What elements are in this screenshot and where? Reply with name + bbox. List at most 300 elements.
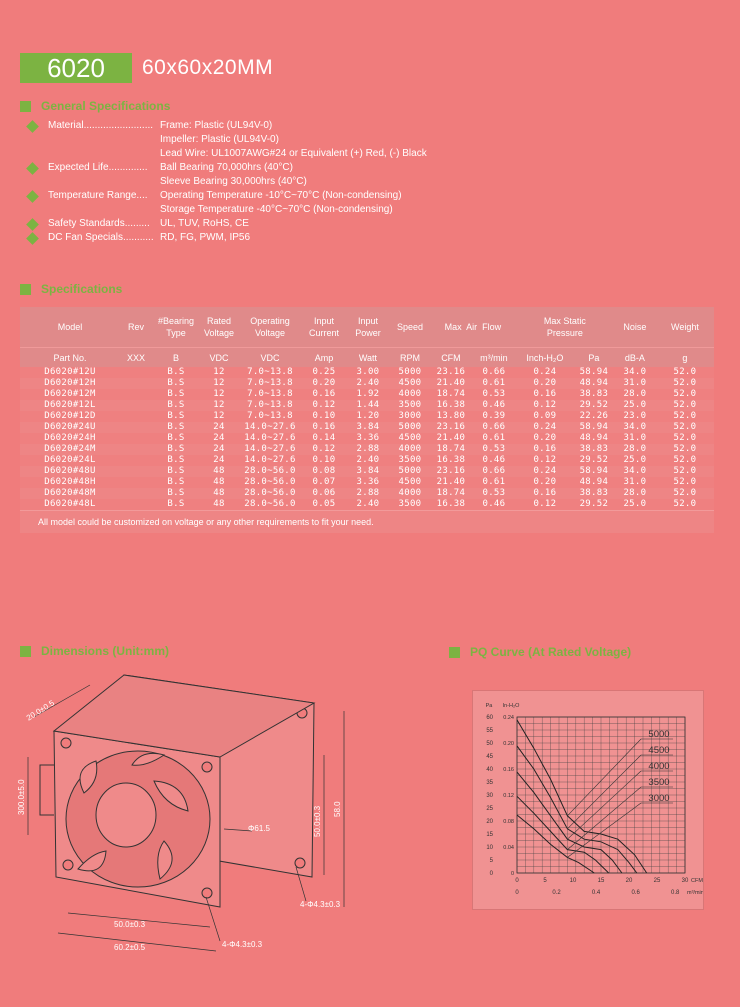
table-cell: 4500 [398, 378, 422, 388]
table-cell [120, 499, 152, 510]
table-cell: 22.26 [579, 411, 609, 421]
table-cell: 29.52 [579, 400, 609, 410]
table-cell: 16.38 [436, 499, 466, 509]
table-cell: B.S [167, 477, 185, 487]
table-cell: 3000 [398, 411, 422, 421]
table-cell: 25.0 [623, 499, 647, 509]
table-cell: 0.20 [312, 378, 336, 388]
table-cell: 0.09 [533, 411, 557, 421]
general-spec-value: Sleeve Bearing 30,000hrs (40°C) [160, 176, 307, 187]
y-tick-pa: 30 [486, 793, 493, 799]
table-cell: 0.24 [533, 466, 557, 476]
table-cell: 7.0~13.8 [247, 400, 293, 410]
table-cell: 3.36 [356, 433, 380, 443]
table-cell: 52.0 [673, 422, 697, 432]
dim-label-width: 60.2±0.5 [114, 943, 146, 952]
table-cell: 24 [213, 422, 225, 432]
mount-hole [61, 738, 71, 748]
table-cell: D6020#24M [44, 444, 96, 454]
y-tick-pa: 20 [486, 819, 493, 825]
table-cell: 24 [213, 433, 225, 443]
general-spec-row [24, 231, 584, 245]
table-cell: 52.0 [673, 411, 697, 421]
table-cell: 48 [213, 488, 225, 498]
y-tick-pa: 0 [489, 871, 493, 877]
table-cell: B.S [167, 367, 185, 377]
table-cell: 28.0~56.0 [244, 499, 296, 509]
legend-leader [567, 755, 641, 829]
table-cell: 52.0 [673, 367, 697, 377]
table-cell: 3.84 [356, 466, 380, 476]
table-cell: D6020#12U [44, 367, 96, 377]
table-cell: 4500 [398, 433, 422, 443]
y-tick-pa: 5 [489, 858, 493, 864]
table-row [20, 488, 714, 499]
col-model: Model [20, 307, 120, 348]
pq-chart-box [472, 690, 704, 910]
lead-wire [40, 765, 54, 815]
table-cell: 14.0~27.6 [244, 444, 296, 454]
y-tick-pa: 10 [486, 845, 493, 851]
general-spec-label: DC Fan Specials........... [48, 232, 154, 243]
general-spec-values [160, 119, 427, 161]
diamond-bullet-icon [26, 120, 39, 133]
table-cell: 31.0 [623, 378, 647, 388]
table-cell: 0.66 [482, 466, 506, 476]
table-cell: 2.88 [356, 444, 380, 454]
table-cell: 4000 [398, 389, 422, 399]
table-cell [120, 488, 152, 499]
dim-label-wire: 300.0±5.0 [17, 779, 26, 815]
table-cell [120, 367, 152, 378]
general-spec-value: Frame: Plastic (UL94V-0) [160, 120, 273, 131]
table-cell: 0.12 [533, 400, 557, 410]
table-cell: 0.24 [533, 422, 557, 432]
general-spec-row [24, 217, 584, 231]
table-cell: 0.66 [482, 367, 506, 377]
table-cell [120, 378, 152, 389]
table-cell: 7.0~13.8 [247, 411, 293, 421]
table-cell [120, 466, 152, 477]
table-cell: 3.84 [356, 422, 380, 432]
table-cell: 28.0 [623, 488, 647, 498]
diamond-bullet-icon [26, 190, 39, 203]
table-cell: 0.12 [312, 444, 336, 454]
col-pressure: Max Static Pressure [516, 307, 614, 348]
col-bearing: #Bearing Type [152, 307, 200, 348]
table-cell: 3500 [398, 400, 422, 410]
table-cell: 28.0~56.0 [244, 477, 296, 487]
table-cell: D6020#12L [44, 400, 96, 410]
legend-leader [567, 771, 641, 839]
x-tick-m3: 0 [515, 890, 519, 896]
pq-curve-3000 [517, 815, 594, 873]
table-cell: 0.66 [482, 422, 506, 432]
table-cell: 12 [213, 378, 225, 388]
table-cell: 24 [213, 444, 225, 454]
table-cell: B.S [167, 400, 185, 410]
mount-hole [63, 860, 73, 870]
table-row [20, 444, 714, 455]
table-cell: 0.14 [312, 433, 336, 443]
table-cell: 0.24 [533, 367, 557, 377]
table-cell: 0.07 [312, 477, 336, 487]
table-cell: 34.0 [623, 422, 647, 432]
table-cell: D6020#48M [44, 488, 96, 498]
table-cell: 18.74 [436, 389, 466, 399]
table-cell [120, 389, 152, 400]
x-axis-label-m3: m³/min [687, 890, 703, 896]
table-row [20, 378, 714, 389]
unit-cell: B [152, 348, 200, 368]
spec-table [20, 307, 714, 510]
table-cell: 23.16 [436, 367, 466, 377]
title-bar [20, 53, 273, 83]
general-spec-row [24, 161, 584, 189]
table-cell: 0.61 [482, 378, 506, 388]
legend-leader [567, 787, 641, 850]
table-cell: 4000 [398, 444, 422, 454]
table-cell: 28.0 [623, 389, 647, 399]
y-tick-inch: 0.08 [503, 819, 514, 825]
table-cell: 52.0 [673, 466, 697, 476]
y-tick-pa: 60 [486, 715, 493, 721]
table-cell: B.S [167, 499, 185, 509]
table-cell: 2.88 [356, 488, 380, 498]
legend-label-3500: 3500 [648, 777, 670, 788]
table-cell: D6020#24U [44, 422, 96, 432]
table-cell: 38.83 [579, 444, 609, 454]
unit-cell: Pa [574, 348, 614, 368]
table-cell: 5000 [398, 466, 422, 476]
table-row [20, 477, 714, 488]
table-cell: 4500 [398, 477, 422, 487]
model-number-badge: 6020 [20, 53, 132, 83]
diamond-bullet-icon [26, 218, 39, 231]
pq-curve-3500 [517, 796, 609, 873]
unit-cell: VDC [238, 348, 302, 368]
general-spec-values [160, 217, 249, 231]
dim-label-hole-v: 50.0±0.3 [313, 805, 322, 837]
table-cell: D6020#12D [44, 411, 96, 421]
y-tick-inch: 0.16 [503, 767, 514, 773]
table-cell: B.S [167, 433, 185, 443]
table-cell: 0.25 [312, 367, 336, 377]
col-speed: Speed [390, 307, 430, 348]
unit-cell: Part No. [20, 348, 120, 368]
general-spec-row [24, 189, 584, 217]
unit-cell: m³/min [472, 348, 516, 368]
table-cell: 0.05 [312, 499, 336, 509]
square-bullet-icon [20, 284, 31, 295]
table-cell: 48.94 [579, 433, 609, 443]
table-cell: 52.0 [673, 389, 697, 399]
table-row [20, 389, 714, 400]
table-cell: 21.40 [436, 433, 466, 443]
table-cell: 29.52 [579, 499, 609, 509]
y-tick-inch: 0.24 [503, 715, 514, 721]
x-tick-m3: 0.4 [591, 890, 601, 896]
x-tick-cfm: 5 [543, 878, 547, 884]
col-rated-voltage: Rated Voltage [200, 307, 238, 348]
col-airflow: Max Air Flow [430, 307, 516, 348]
spec-heading: Specifications [20, 282, 122, 296]
y-tick-pa: 40 [486, 767, 493, 773]
fan-hub [96, 783, 156, 847]
x-tick-m3: 0.8 [671, 890, 680, 896]
table-cell: 0.12 [533, 455, 557, 465]
table-cell: 31.0 [623, 477, 647, 487]
table-cell: 7.0~13.8 [247, 378, 293, 388]
square-bullet-icon [449, 647, 460, 658]
table-cell: 28.0~56.0 [244, 466, 296, 476]
dimensions-heading: Dimensions (Unit:mm) [20, 644, 169, 658]
table-row [20, 466, 714, 477]
x-axis-label-cfm: CFM [691, 878, 703, 884]
table-cell: 4000 [398, 488, 422, 498]
unit-cell: Inch-H₂O [516, 348, 574, 368]
table-cell: D6020#24H [44, 433, 96, 443]
pq-curve-4500 [517, 746, 637, 873]
table-cell: 0.16 [533, 444, 557, 454]
unit-cell: Watt [346, 348, 390, 368]
y-tick-pa: 50 [486, 741, 493, 747]
fan-dimension-drawing [14, 665, 354, 975]
customization-note: All model could be customized on voltage or any other requirements to fit your need. [20, 510, 714, 533]
table-cell: 0.39 [482, 411, 506, 421]
table-cell: 2.40 [356, 499, 380, 509]
table-cell: 0.53 [482, 444, 506, 454]
table-cell: 3500 [398, 455, 422, 465]
legend-label-5000: 5000 [648, 729, 670, 740]
pq-chart [473, 691, 703, 909]
x-tick-cfm: 25 [653, 878, 661, 884]
x-tick-cfm: 15 [597, 878, 605, 884]
y-tick-pa: 35 [486, 780, 493, 786]
mount-hole [295, 858, 305, 868]
table-cell: 12 [213, 400, 225, 410]
unit-cell: VDC [200, 348, 238, 368]
table-cell: 0.20 [533, 433, 557, 443]
dim-label-bore: Φ61.5 [248, 824, 270, 833]
general-spec-value: UL, TUV, RoHS, CE [160, 218, 249, 229]
table-cell: 52.0 [673, 455, 697, 465]
table-cell: 1.92 [356, 389, 380, 399]
table-cell: B.S [167, 466, 185, 476]
table-cell: 0.20 [533, 477, 557, 487]
mount-hole [202, 762, 212, 772]
table-cell: 21.40 [436, 477, 466, 487]
table-cell: 21.40 [436, 378, 466, 388]
table-cell: 12 [213, 411, 225, 421]
general-spec-label: Temperature Range.... [48, 190, 148, 201]
table-cell: 2.40 [356, 455, 380, 465]
table-cell: 0.16 [533, 389, 557, 399]
table-cell: 34.0 [623, 367, 647, 377]
table-cell: 14.0~27.6 [244, 422, 296, 432]
x-tick-cfm: 0 [515, 878, 519, 884]
table-cell: 0.53 [482, 488, 506, 498]
table-cell: 52.0 [673, 477, 697, 487]
general-spec-value: RD, FG, PWM, IP56 [160, 232, 251, 243]
diamond-bullet-icon [26, 162, 39, 175]
table-cell: 28.0~56.0 [244, 488, 296, 498]
mount-hole [202, 888, 212, 898]
col-noise: Noise [614, 307, 656, 348]
table-cell: 0.10 [312, 455, 336, 465]
table-cell: 16.38 [436, 455, 466, 465]
general-spec-heading: General Specifications [20, 99, 170, 113]
table-cell [120, 433, 152, 444]
col-weight: Weight [656, 307, 714, 348]
table-cell: 52.0 [673, 444, 697, 454]
table-cell: 3.00 [356, 367, 380, 377]
table-cell: B.S [167, 488, 185, 498]
unit-cell: g [656, 348, 714, 368]
table-cell: 5000 [398, 367, 422, 377]
table-cell: 0.16 [312, 422, 336, 432]
y-axis-label-pa: Pa [485, 703, 493, 709]
table-cell: 7.0~13.8 [247, 367, 293, 377]
table-cell [120, 477, 152, 488]
spec-unit-row [20, 348, 714, 368]
table-cell: 24 [213, 455, 225, 465]
general-spec-value: Storage Temperature -40°C~70°C (Non-condensing) [160, 204, 393, 215]
table-cell: 3500 [398, 499, 422, 509]
table-cell: 52.0 [673, 499, 697, 509]
x-tick-m3: 0.6 [631, 890, 640, 896]
table-cell: 0.16 [533, 488, 557, 498]
spec-table-wrap [20, 307, 714, 533]
table-cell: 1.20 [356, 411, 380, 421]
table-cell: 12 [213, 367, 225, 377]
table-cell: 0.20 [533, 378, 557, 388]
pq-heading: PQ Curve (At Rated Voltage) [449, 645, 631, 659]
table-cell: 0.46 [482, 499, 506, 509]
table-row [20, 499, 714, 510]
y-tick-inch: 0.04 [503, 845, 514, 851]
table-cell: B.S [167, 422, 185, 432]
table-cell: 0.10 [312, 411, 336, 421]
col-input-power: Input Power [346, 307, 390, 348]
unit-cell: Amp [302, 348, 346, 368]
table-cell: 0.46 [482, 455, 506, 465]
table-cell: 14.0~27.6 [244, 433, 296, 443]
table-cell: 48.94 [579, 477, 609, 487]
table-cell: B.S [167, 444, 185, 454]
table-cell: 29.52 [579, 455, 609, 465]
table-cell: 0.12 [312, 400, 336, 410]
legend-label-4000: 4000 [648, 761, 670, 772]
table-cell: 48 [213, 477, 225, 487]
table-cell: 3.36 [356, 477, 380, 487]
col-rev: Rev [120, 307, 152, 348]
table-cell: 16.38 [436, 400, 466, 410]
general-spec-value: Lead Wire: UL1007AWG#24 or Equivalent (+) Red, (-) Black [160, 148, 427, 159]
diamond-bullet-icon [26, 232, 39, 245]
x-tick-cfm: 30 [681, 878, 689, 884]
table-cell: 52.0 [673, 433, 697, 443]
table-cell [120, 444, 152, 455]
table-cell: B.S [167, 411, 185, 421]
y-tick-pa: 45 [486, 754, 493, 760]
table-cell: 0.12 [533, 499, 557, 509]
table-cell [120, 455, 152, 466]
col-operating-voltage: Operating Voltage [238, 307, 302, 348]
table-cell: 0.53 [482, 389, 506, 399]
general-spec-label: Safety Standards......... [48, 218, 150, 229]
table-cell: 58.94 [579, 422, 609, 432]
table-cell: 0.16 [312, 389, 336, 399]
table-cell [120, 411, 152, 422]
square-bullet-icon [20, 646, 31, 657]
dim-label-height: 58.0 [333, 801, 342, 817]
table-cell: 58.94 [579, 367, 609, 377]
general-spec-values [160, 161, 307, 189]
x-tick-cfm: 20 [625, 878, 633, 884]
table-cell: 48 [213, 466, 225, 476]
y-tick-pa: 15 [486, 832, 493, 838]
table-cell: B.S [167, 389, 185, 399]
table-cell: 0.08 [312, 466, 336, 476]
y-tick-pa: 55 [486, 728, 493, 734]
table-cell: B.S [167, 455, 185, 465]
table-cell: D6020#48U [44, 466, 96, 476]
table-cell: 48.94 [579, 378, 609, 388]
legend-label-3000: 3000 [648, 793, 670, 804]
x-tick-cfm: 10 [569, 878, 577, 884]
table-row [20, 411, 714, 422]
table-cell: 0.61 [482, 477, 506, 487]
table-cell: 52.0 [673, 400, 697, 410]
table-cell: 12 [213, 389, 225, 399]
col-input-current: Input Current [302, 307, 346, 348]
table-cell: D6020#48L [44, 499, 96, 509]
table-cell: 25.0 [623, 400, 647, 410]
table-cell: 13.80 [436, 411, 466, 421]
general-spec-label: Material......................... [48, 120, 154, 131]
table-cell: D6020#48H [44, 477, 96, 487]
table-cell: 14.0~27.6 [244, 455, 296, 465]
general-spec-values [160, 189, 402, 217]
general-spec-label: Expected Life.............. [48, 162, 148, 173]
table-cell: 5000 [398, 422, 422, 432]
y-tick-inch: 0.20 [503, 741, 514, 747]
legend-leader [567, 739, 641, 816]
table-cell: 34.0 [623, 466, 647, 476]
spec-table-body [20, 367, 714, 510]
unit-cell: dB-A [614, 348, 656, 368]
table-row [20, 367, 714, 378]
spec-header-row [20, 307, 714, 348]
y-tick-pa: 25 [486, 806, 493, 812]
y-tick-inch: 0.12 [503, 793, 514, 799]
table-cell: 23.0 [623, 411, 647, 421]
table-cell: 38.83 [579, 488, 609, 498]
table-cell: 58.94 [579, 466, 609, 476]
table-cell: 48 [213, 499, 225, 509]
general-spec-list [24, 119, 584, 245]
legend-leader [567, 803, 641, 857]
table-cell: 23.16 [436, 422, 466, 432]
table-cell: D6020#12H [44, 378, 96, 388]
unit-cell: RPM [390, 348, 430, 368]
table-cell: B.S [167, 378, 185, 388]
table-row [20, 433, 714, 444]
dim-label-holes-front: 4-Φ4.3±0.3 [222, 940, 263, 949]
table-cell: 23.16 [436, 466, 466, 476]
general-spec-value: Impeller: Plastic (UL94V-0) [160, 134, 279, 145]
